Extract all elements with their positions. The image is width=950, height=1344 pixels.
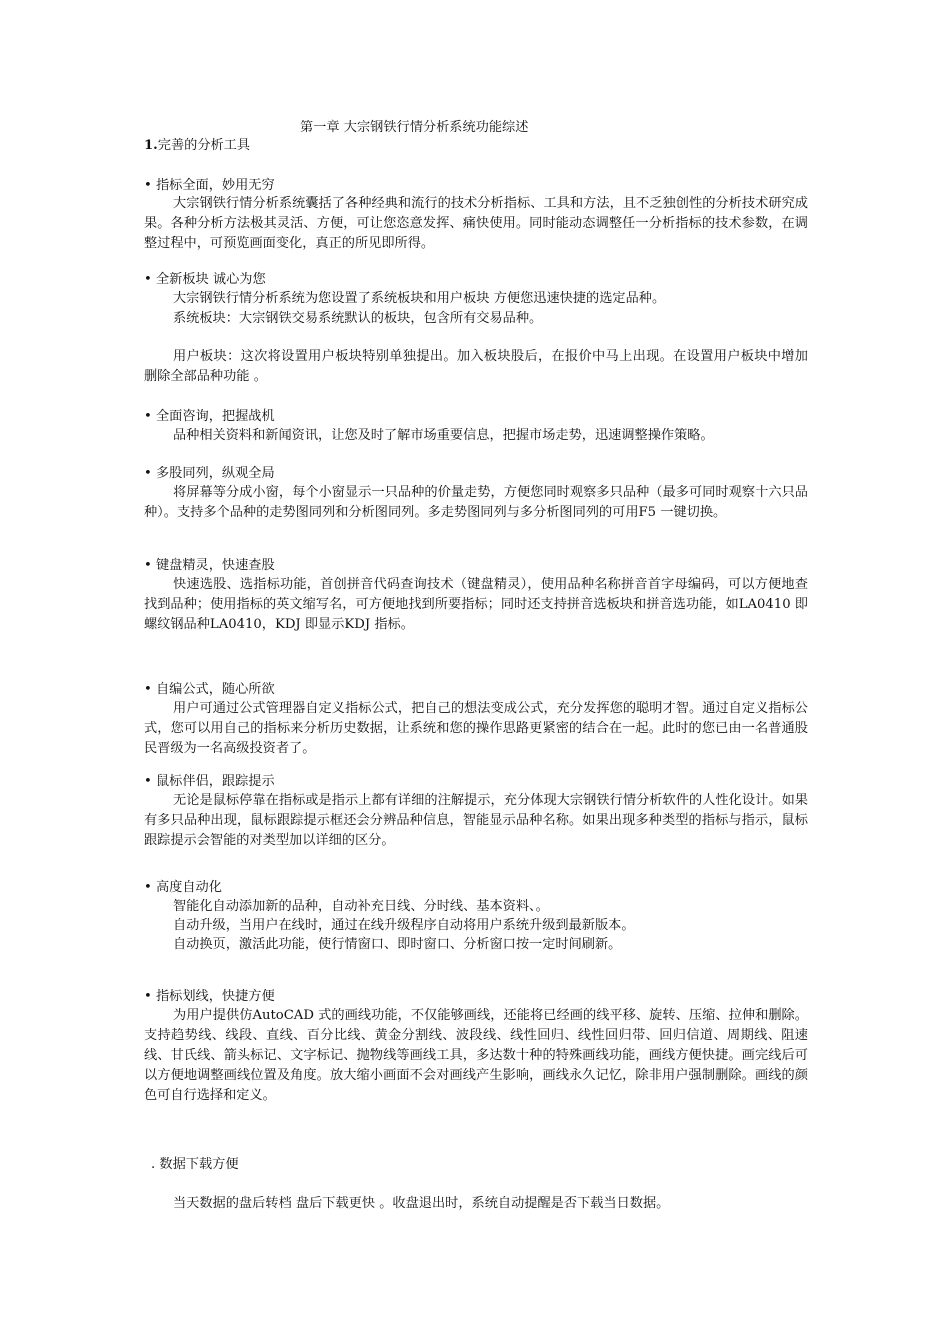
item-line-consult: 品种相关资料和新闻资讯，让您及时了解市场重要信息，把握市场走势，迅速调整操作策略。 [173,428,714,443]
item-body-mouse: 无论是鼠标停靠在指标或是指示上都有详细的注解提示，充分体现大宗钢铁行情分析软件的人性化设计。如果有多只品种出现，鼠标跟踪提示框还会分辨品种信息，智能显示品种名称。如果出现多种类型的指标与指示，鼠标跟踪提示会智能的对类型加以详细的区分。 [144,793,808,848]
item-line-blocks-2: 系统板块：大宗钢铁交易系统默认的板块，包含所有交易品种。 [173,311,543,326]
item-heading-auto: • 高度自动化 [144,880,222,895]
item-heading-drawing: • 指标划线，快捷方便 [144,989,275,1004]
section-heading [144,136,250,156]
item-line-auto-3: 自动换页，激活此功能，使行情窗口、即时窗口、分析窗口按一定时间刷新。 [173,937,622,952]
item-heading-blocks: • 全新板块 诚心为您 [144,272,266,287]
section-number: 1. [144,138,158,153]
item-line-blocks-1: 大宗钢铁行情分析系统为您设置了系统板块和用户板块 方便您迅速快捷的选定品种。 [173,291,666,306]
item-heading-multi: • 多股同列，纵观全局 [144,466,275,481]
item-body-drawing: 为用户提供仿AutoCAD 式的画线功能，不仅能够画线，还能将已经画的线平移、旋转、压缩、拉伸和删除。支持趋势线、线段、直线、百分比线、黄金分割线、波段线、线性回归、线性回归带、回归信道、周期线、阻速线、甘氏线、箭头标记、文字标记、抛物线等画线工具，多达数十种的特殊画线功能，画线方便快捷。画完线后可以方便地调整画线位置及角度。放大缩小画面不会对画线产生影响，画线永久记忆，除非用户强制删除。画线的颜色可自行选择和定义。 [144,1008,808,1103]
item-heading-mouse: • 鼠标伴侣，跟踪提示 [144,774,275,789]
download-body: 当天数据的盘后转档 盘后下载更快 。收盘退出时，系统自动提醒是否下载当日数据。 [173,1196,670,1211]
item-line-auto-1: 智能化自动添加新的品种，自动补充日线、分时线、基本资料、。 [173,899,549,914]
item-heading-formula: • 自编公式，随心所欲 [144,682,275,697]
item-heading-keyboard: • 键盘精灵，快速查股 [144,558,275,573]
chapter-title: 第一章 大宗钢铁行情分析系统功能综述 [300,120,529,135]
section-title: 完善的分析工具 [157,138,251,153]
item-body-user-blocks: 用户板块：这次将设置用户板块特别单独提出。加入板块股后，在报价中马上出现。在设置用户板块中增加 删除全部品种功能 。 [144,349,808,384]
item-heading-consult: • 全面咨询，把握战机 [144,409,275,424]
item-body-formula: 用户可通过公式管理器自定义指标公式，把自己的想法变成公式，充分发挥您的聪明才智。通过自定义指标公式，您可以用自己的指标来分析历史数据，让系统和您的操作思路更紧密的结合在一起。此时的您已由一名普通股民晋级为一名高级投资者了。 [144,701,808,756]
item-heading-indicators: • 指标全面，妙用无穷 [144,178,275,193]
item-body-keyboard: 快速选股、选指标功能，首创拼音代码查询技术（键盘精灵），使用品种名称拼音首字母编码，可以方便地查找到品种；使用指标的英文缩写名，可方便地找到所要指标；同时还支持拼音选板块和拼音选功能，如LA0410 即螺纹钢品种LA0410，KDJ 即显示KDJ 指标。 [144,577,808,632]
item-line-auto-2: 自动升级，当用户在线时，通过在线升级程序自动将用户系统升级到最新版本。 [173,918,635,933]
item-body-multi: 将屏幕等分成小窗，每个小窗显示一只品种的价量走势，方便您同时观察多只品种（最多可同时观察十六只品种）。支持多个品种的走势图同列和分析图同列。多走势图同列与多分析图同列的可用F5 一键切换。 [144,485,808,520]
download-heading: . 数据下载方便 [151,1157,239,1172]
item-body-indicators: 大宗钢铁行情分析系统囊括了各种经典和流行的技术分析指标、工具和方法，且不乏独创性的分析技术研究成果。各种分析方法极其灵活、方便，可让您恣意发挥、痛快使用。同时能动态调整任一分析指标的技术参数，在调整过程中，可预览画面变化，真正的所见即所得。 [144,196,808,251]
